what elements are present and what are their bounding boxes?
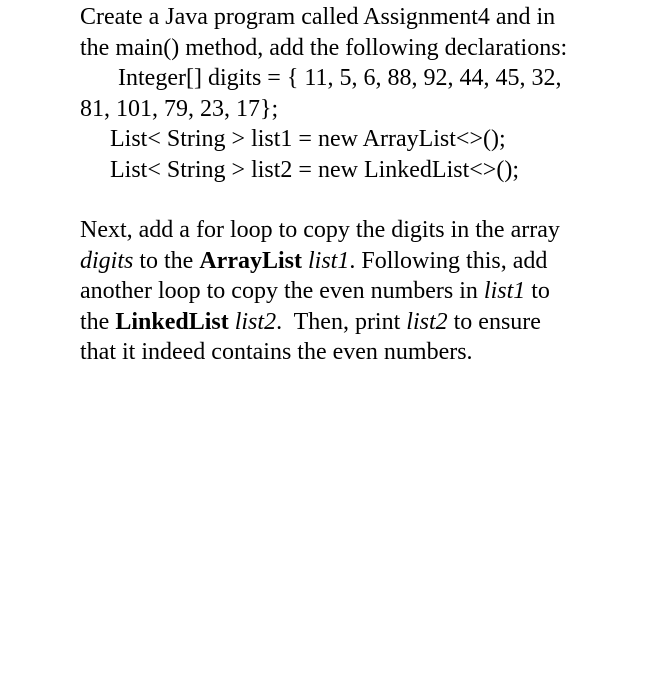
linkedlist-term: LinkedList [115,308,229,335]
instructions-text: another loop to copy the even numbers in [80,278,484,304]
list1-term: list1 [483,278,526,304]
intro-line-1: Create a Java program called Assignment4 and in [80,4,556,30]
instructions-line-2 [80,246,660,277]
instructions-line-4 [80,307,660,338]
instructions-text: to ensure [447,308,541,335]
assignment-document [80,2,660,368]
instructions-text: to the [133,247,200,274]
digits-declaration-line-1: Integer[] digits = { 11, 5, 6, 88, 92, 44, 45, 32, [118,65,562,91]
instructions-line-5 [80,337,660,368]
list1-term: list1 [308,247,350,274]
digits-declaration-line-2: 81, 101, 79, 23, 17}; [80,95,279,122]
instructions-text: that it indeed contains the even numbers. [80,339,473,365]
list2-term: list2 [406,308,448,335]
instructions-line-1 [80,215,660,246]
intro-line-2: the main() method, add the following declarations: [80,34,568,61]
instructions-text: . Then, print [276,308,407,335]
instructions-text: to [525,278,550,304]
instructions-paragraph [80,215,660,368]
list1-declaration: List< String > list1 = new ArrayList<>(); [110,126,506,152]
intro-paragraph [80,2,660,185]
digits-term: digits [80,247,134,274]
instructions-text: Next, add a for loop to copy the digits in the array [80,217,560,243]
list2-declaration: List< String > list2 = new LinkedList<>(); [110,156,519,183]
instructions-text: the [80,308,116,335]
instructions-text: . Following this, add [349,247,548,274]
instructions-line-3 [80,276,660,307]
list2-term: list2 [234,308,277,335]
arraylist-term: ArrayList [199,247,302,274]
